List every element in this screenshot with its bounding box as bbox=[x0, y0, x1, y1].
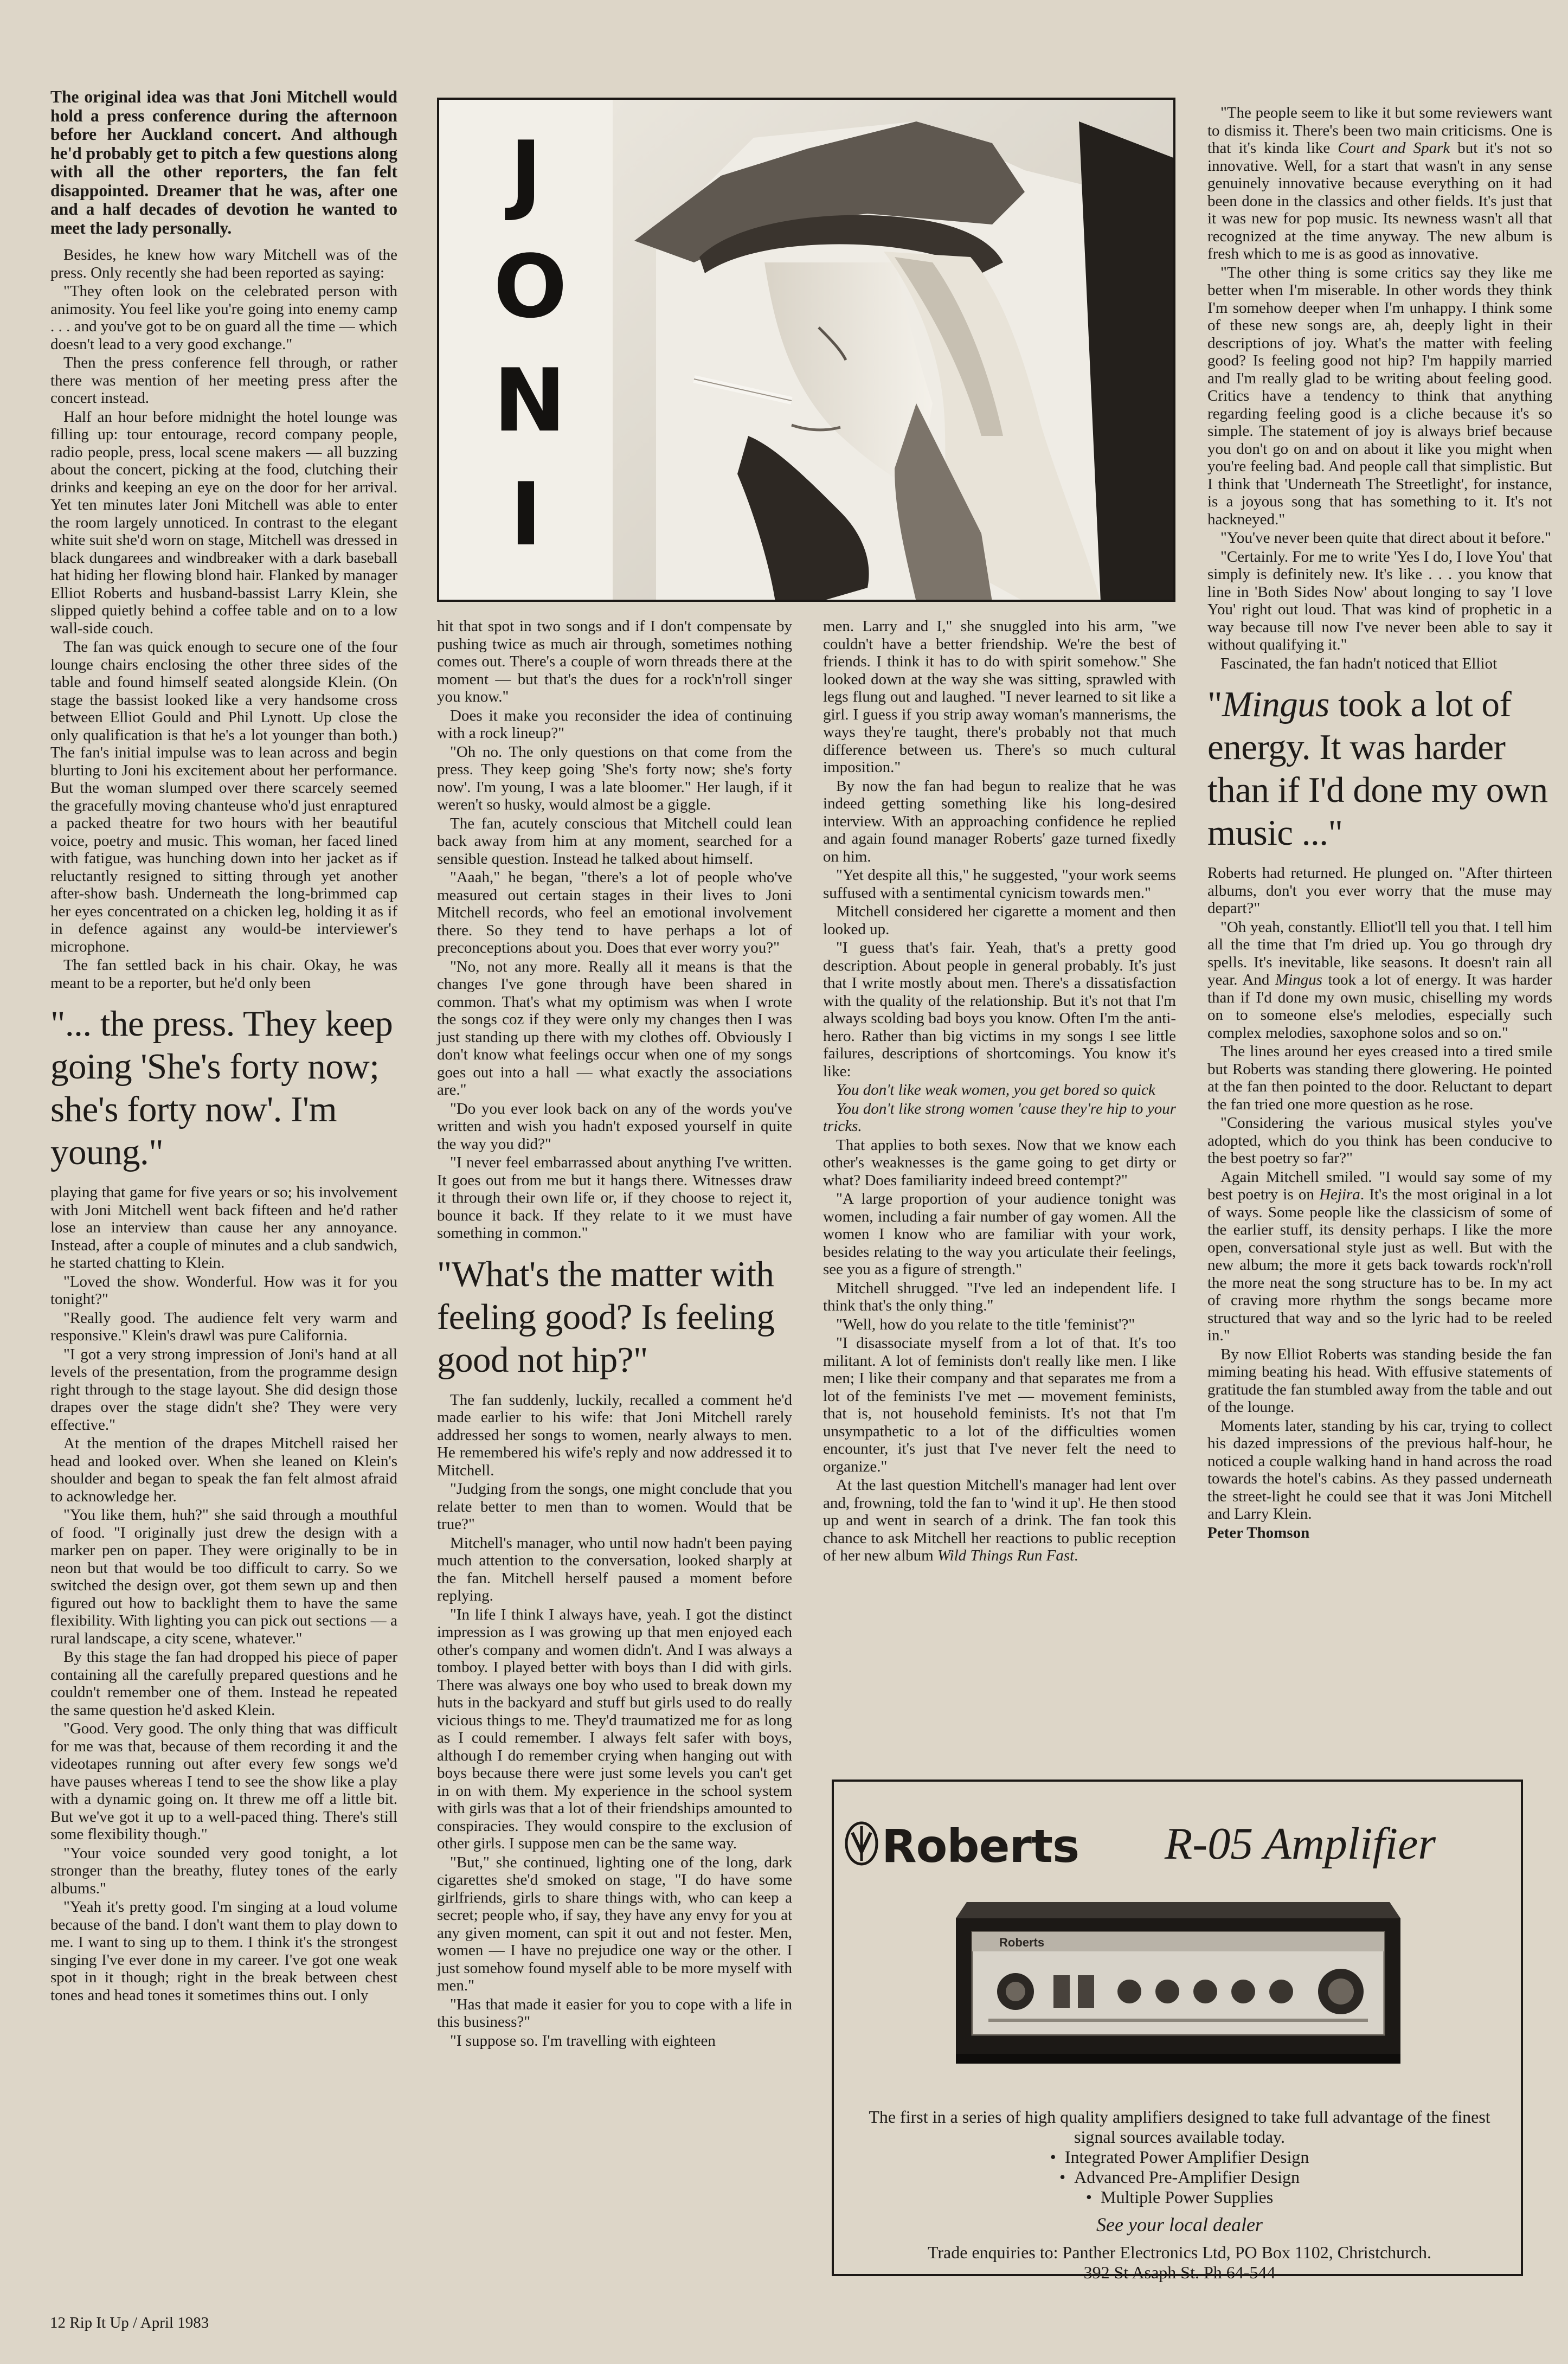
paragraph: "I suppose so. I'm travelling with eighteen bbox=[450, 2032, 716, 2050]
title-letter: I bbox=[510, 464, 542, 565]
paragraph: "Do you ever look back on any of the words you've written and wish you hadn't exposed yourself in quite the way you did?" bbox=[437, 1100, 792, 1153]
paragraph: "A large proportion of your audience tonight was women, including a fair number of gay women. All the women I know who are familiar with your work, besides relating to the way you articulate their feelings, see you as a figure of strength." bbox=[823, 1190, 1176, 1278]
paragraph: "Loved the show. Wonderful. How was it for you tonight?" bbox=[50, 1273, 397, 1308]
paragraph: By now the fan had begun to realize that he was indeed getting something like his long-desired interview. With an approaching confidence he replied and again found manager Roberts' gaze turned fixedly on him. bbox=[823, 777, 1176, 865]
ad-feature: • Integrated Power Amplifier Design bbox=[856, 2147, 1503, 2167]
paragraph: "Yeah it's pretty good. I'm singing at a loud volume because of the band. I don't want them to play down to me. I want to sing up to them. I think it's the strongest singing I've ever done in my career. I've got one weak spot in it though; right in the break between chest tones and head tones it sometimes thins out. I only bbox=[50, 1898, 397, 2004]
paragraph: "Oh yeah, constantly. Elliot'll tell you that. I tell him all the time that I'm dried up. You go through dry spells. It's inevitable, like seasons. It doesn't rain all year. And Mingus took a lot of energy. It was harder than if I'd done my own music, chiselling my words on to someone else's melodies, especially such complex melodies, saxophone solos and so on." bbox=[1207, 918, 1552, 1042]
paragraph: "Aaah," he began, "there's a lot of people who've measured out certain stages in their lives to Joni Mitchell records, who feel an emotional involvement there. So they tend to have perhaps a lot of preconceptions about you. Does that ever worry you?" bbox=[437, 869, 792, 956]
paragraph: That applies to both sexes. Now that we know each other's weaknesses is the game going to get dirty or what? Does familiarity indeed breed contempt?" bbox=[823, 1136, 1176, 1189]
title-letter: J bbox=[510, 122, 542, 223]
pull-quote: "... the press. They keep going 'She's forty now; she's forty now'. I'm young." bbox=[50, 1004, 393, 1172]
paragraph: "You've never been quite that direct about it before." bbox=[1220, 529, 1551, 547]
paragraph: "The other thing is some critics say they like me better when I'm miserable. In other words they think I'm somehow deeper when I'm unhappy. I think some of these new songs are, ah, deeply light in their descriptions of joy. What's the matter with feeling good? Is feeling good not hip? I'm happily married and I'm really glad to be writing about feeling good. Critics have a tendency to think that anything regarding feeling good is a cliche because it's so simple. The statement of joy is always brief because you don't go on and on about it like you might when you're feeling bad. And people call that simplistic. But I think that 'Underneath The Streetlight', for instance, is a joyous song that has something to it. It's not hackneyed." bbox=[1207, 264, 1552, 528]
paragraph: Mitchell's manager, who until now hadn't been paying much attention to the conversation, looked sharply at the fan. Mitchell herself paused a moment before replying. bbox=[437, 1534, 792, 1604]
paragraph: The fan was quick enough to secure one of the four lounge chairs enclosing the other three sides of the table and found himself seated alongside Klein. (On stage the bassist looked like a very handsome cross between Elliot Gould and Phil Lynott. Up close the only qualification is that he's a lot younger than both.) The fan's initial impulse was to lean across and begin blurting to Joni his excitement about her performance. But the woman slumped over there scarcely seemed the gracefully moving chanteuse who'd just enraptured a packed theatre for two hours with her beautiful voice, poetry and music. This woman, her faced lined with fatigue, was hunching down into her jacket as if reluctantly resigned to sitting through yet another after-show bash. Underneath the long-brimmed cap her eyes concentrated on a chicken leg, holding it as if in defence against any would-be interviewer's microphone. bbox=[50, 638, 397, 955]
ad-feature-list bbox=[856, 2147, 1503, 2207]
paragraph: Half an hour before midnight the hotel lounge was filling up: tour entourage, record company people, radio people, press, local scene makers — all buzzing about the concert, picking at the food, clutching their drinks and keeping an eye on the door for her arrival. Yet ten minutes later Joni Mitchell was able to enter the room largely unnoticed. In contrast to the elegant white suit she'd worn on stage, Mitchell was dressed in black dungarees and windbreaker with a dark baseball hat hiding her flowing blond hair. Flanked by manager Elliot Roberts and husband-bassist Larry Klein, she slipped quietly behind a coffee table and on to a low wall-side couch. bbox=[50, 408, 397, 637]
paragraph: Moments later, standing by his car, trying to collect his dazed impressions of the previous half-hour, he noticed a couple walking hand in hand across the road towards the hotel's cabins. As they passed underneath the street-light he could see that it was Joni Mitchell and Larry Klein. bbox=[1207, 1417, 1552, 1523]
paragraph: "Considering the various musical styles you've adopted, which do you think has been conducive to the best poetry so far?" bbox=[1207, 1114, 1552, 1167]
paragraph: men. Larry and I," she snuggled into his arm, "we couldn't have a better friendship. We're the best of friends. I think it has to do with spirit somehow." She looked down at the way she was sitting, sprawled with legs flung out and laughed. "I never learned to sit like a girl. I guess if you strip away woman's mannerisms, the ways they're taught, there's probably not that much difference between us. There's so much cultural imposition." bbox=[823, 618, 1176, 776]
paragraph: "They often look on the celebrated person with animosity. You feel like you're going into enemy camp . . . and you've got to be on guard all the time — which doesn't lead to a very good exchange." bbox=[50, 282, 397, 353]
paragraph: "Well, how do you relate to the title 'feminist'?" bbox=[836, 1315, 1135, 1333]
ad-dealer: See your local dealer bbox=[1096, 2214, 1263, 2235]
paragraph: "Judging from the songs, one might conclude that you relate better to men than to women. Would that be true?" bbox=[437, 1480, 792, 1533]
joni-mitchell-portrait bbox=[613, 100, 1175, 602]
album-title: Mingus bbox=[1275, 971, 1322, 988]
paragraph: The lines around her eyes creased into a tired smile but Roberts was standing there glowering. He pointed at the fan then pointed to the door. Reluctant to depart the fan tried one more question as he rose. bbox=[1207, 1043, 1552, 1113]
ad-trade-line: 392 St Asaph St. Ph 64-544 bbox=[1083, 2263, 1276, 2282]
paragraph: Again Mitchell smiled. "I would say some of my best poetry is on Hejira. It's the most original in a lot of ways. Some people like the classicism of some of the earlier stuff, its density perhaps. I like the more open, conversational style just as well. But with the new album; the more it gets back towards rock'n'roll the more neat the song structure has to be. In my act of craving more rhythm the songs became more structured that way and so the lyric had to be reeled in." bbox=[1207, 1168, 1552, 1344]
title-letter: O bbox=[493, 236, 568, 337]
paragraph: The fan suddenly, luckily, recalled a comment he'd made earlier to his wife: that Joni Mitchell rarely addressed her songs to women, nearly always to men. He remembered his wife's reply and now addressed it to Mitchell. bbox=[437, 1391, 792, 1479]
paragraph: Fascinated, the fan hadn't noticed that Elliot bbox=[1220, 654, 1498, 672]
ad-feature: • Advanced Pre-Amplifier Design bbox=[856, 2167, 1503, 2187]
paragraph: Then the press conference fell through, or rather there was mention of her meeting press after the concert instead. bbox=[50, 354, 397, 407]
article-lead: The original idea was that Joni Mitchell would hold a press conference during the afternoon before her Auckland concert. And although he'd probably get to pitch a few questions along with all the other reporters, the fan felt disappointed. Dreamer that he was, after one and a half decades of devotion he wanted to meet the lady personally. bbox=[50, 87, 397, 237]
ad-copy bbox=[856, 2107, 1503, 2283]
paragraph: "I disassociate myself from a lot of that. It's too militant. A lot of feminists don't really like men. I like men; I like their company and that separates me from a lot of the feminists I've met — movement feminists, that is, not household feminists. It's not that I'm unsympathetic to a lot of the difficulties women encounter, it's just that I've never felt the need to organize." bbox=[823, 1334, 1176, 1475]
paragraph: Mitchell considered her cigarette a moment and then looked up. bbox=[823, 903, 1176, 938]
paragraph: "I got a very strong impression of Joni's hand at all levels of the presentation, from the programme design right through to the stage layout. She did design those drapes over the stage didn't she? They were very effective." bbox=[50, 1345, 397, 1434]
paragraph: "I guess that's fair. Yeah, that's a pretty good description. About people in general probably. It's just that I write mostly about men. There's a dissatisfaction with the quality of the relationship. But it's not that I'm always scolding bad boys you know. Often I'm the anti-hero. Rather than big victims in my songs I see little failures, descriptions of shortcomings. You know it's like: bbox=[823, 939, 1176, 1080]
paragraph: Roberts had returned. He plunged on. "After thirteen albums, don't you ever worry that the muse may depart?" bbox=[1207, 864, 1552, 917]
paragraph: "No, not any more. Really all it means is that the changes I've gone through have been shared in common. That's what my optimism was when I wrote the songs coz if they were only my changes then I was just standing up there with my clothes off. Obviously I don't know what feelings occur when one of my songs goes out into a hall — what exactly the associations are." bbox=[437, 958, 792, 1099]
paragraph: At the last question Mitchell's manager had lent over and, frowning, told the fan to 'wind it up'. He then stood up and went in search of a drink. The fan took this chance to ask Mitchell her reactions to public reception of her new album Wild Things Run Fast. bbox=[823, 1476, 1176, 1564]
paragraph: "You like them, huh?" she said through a mouthful of food. "I originally just drew the design with a marker pen on paper. They were originally to be in neon but that would be too difficult to carry. So we switched the design over, got them sewn up and then figured out how to backlight them to have the same flexibility. With lighting you can pick out sections — a rural landscape, a city scene, whatever." bbox=[50, 1506, 397, 1647]
ad-intro: The first in a series of high quality amplifiers designed to take full advantage of the finest signal sources available today. bbox=[869, 2107, 1490, 2147]
paragraph: By now Elliot Roberts was standing beside the fan miming beating his head. With effusive statements of gratitude the fan stumbled away from the table and out of the lounge. bbox=[1207, 1345, 1552, 1416]
paragraph: "Oh no. The only questions on that come from the press. They keep going 'She's forty now; she's forty now'. I'm young, I was a late bloomer." Her laugh, if it weren't so husky, would almost be a giggle. bbox=[437, 743, 792, 813]
ad-trade-line: Trade enquiries to: Panther Electronics Ltd, PO Box 1102, Christchurch. bbox=[927, 2243, 1432, 2262]
paragraph: "In life I think I always have, yeah. I got the distinct impression as I was growing up that men enjoyed each other's company and women didn't. And I was always a tomboy. I played better with boys than I did with girls. There was always one boy who used to break down my huts in the backyard and stuff but girls used to do really vicious things to me. They'd traumatized me for as long as I could remember. I always felt safer with boys, although I do remember crying when hanging out with boys because there were just some levels you can't get in on with them. My experience in the school system with girls was that a lot of their friendships amounted to conspiracies. They would conspire to the exclusion of other girls. I suppose men can be the same way. bbox=[437, 1605, 792, 1852]
article-column-3 bbox=[823, 618, 1176, 1565]
album-title: Wild Things Run Fast bbox=[937, 1547, 1075, 1564]
paragraph: "Certainly. For me to write 'Yes I do, I love You' that simply is definitely new. It's like . . . you know that line in 'Both Sides Now' about longing to say 'I love You' right out loud. That was kind of prophetic in a way because till now I've never been able to say it without qualifying it." bbox=[1207, 548, 1552, 653]
album-title: Hejira bbox=[1319, 1186, 1360, 1203]
album-title: Court and Spark bbox=[1338, 139, 1450, 157]
ad-model: R-05 Amplifier bbox=[1165, 1819, 1436, 1869]
paragraph: At the mention of the drapes Mitchell raised her head and looked over. When she leaned on Klein's shoulder and began to speak the fan felt almost afraid to acknowledge her. bbox=[50, 1435, 397, 1505]
article-column-4 bbox=[1207, 104, 1552, 1541]
lyric-line: You don't like weak women, you get bored so quick bbox=[836, 1081, 1155, 1099]
paragraph: hit that spot in two songs and if I don't compensate by pushing twice as much air through, sometimes nothing comes out. There's a couple of worn threads there at the moment — but that's the dues for a rock'n'roll singer you know." bbox=[437, 618, 792, 705]
paragraph: "Your voice sounded very good tonight, a lot stronger than the breathy, flutey tones of the early albums." bbox=[50, 1844, 397, 1897]
paragraph: "The people seem to like it but some reviewers want to dismiss it. There's been two main criticisms. One is that it's kinda like Court and Spark but it's not so innovative. Well, for a start that wasn't in any sense genuinely innovative because everything on it had been done in the classics and other fields. It's just that it was new for pop music. Its newness wasn't all that recognized at the time anyway. The new album is fresh which to me is as good as innovative. bbox=[1207, 104, 1552, 262]
article-column-2 bbox=[437, 618, 792, 2050]
paragraph: playing that game for five years or so; his involvement with Joni Mitchell went back fifteen and he'd rather lose an interview than cause her any annoyance. Instead, after a couple of minutes and a club sandwich, he started chatting to Klein. bbox=[50, 1184, 397, 1271]
pull-quote: "What's the matter with feeling good? Is feeling good not hip?" bbox=[437, 1254, 775, 1380]
page-footer: 12 Rip It Up / April 1983 bbox=[50, 2314, 209, 2331]
roberts-amplifier-ad bbox=[832, 1780, 1523, 2282]
ad-feature: • Multiple Power Supplies bbox=[856, 2187, 1503, 2207]
paragraph: "But," she continued, lighting one of the long, dark cigarettes she'd smoked on stage, "I do have some girlfriends, girls to share things with, who can keep a secret; people who, if say, they have any envy for you at any given moment, can spit it out and not fester. Men, women — I have no prejudice one way or the other. I just somehow found myself able to be more myself with men." bbox=[437, 1853, 792, 1994]
amp-brand-label: Roberts bbox=[999, 1936, 1045, 1949]
paragraph: Mitchell shrugged. "I've led an independent life. I think that's the only thing." bbox=[823, 1279, 1176, 1314]
paragraph: Besides, he knew how wary Mitchell was of the press. Only recently she had been reported as saying: bbox=[50, 246, 397, 281]
roberts-logo-icon bbox=[844, 1821, 879, 1866]
paragraph: By this stage the fan had dropped his piece of paper containing all the carefully prepared questions and he couldn't remember one of them. Instead he repeated the same question he'd asked Klein. bbox=[50, 1648, 397, 1719]
paragraph: The fan, acutely conscious that Mitchell could lean back away from him at any moment, searched for a sensible question. Instead he talked about himself. bbox=[437, 814, 792, 868]
ad-brand: Roberts bbox=[882, 1820, 1079, 1873]
pull-quote: "Mingus took a lot of energy. It was harder than if I'd done my own music ..." bbox=[1207, 684, 1548, 853]
article-column-1 bbox=[50, 88, 397, 2004]
title-letter: N bbox=[493, 350, 566, 451]
paragraph: "Good. Very good. The only thing that was difficult for me was that, because of them recording it and the videotapes running out after every few songs we'd have pauses whereas I tend to see the show like a play with a dynamic going on. It threw me off a little bit. But we've got it up to a well-paced thing. There's still some flexibility though." bbox=[50, 1720, 397, 1843]
lyric-line: You don't like strong women 'cause they're hip to your tricks. bbox=[823, 1100, 1176, 1135]
feature-photo bbox=[437, 98, 1175, 602]
paragraph: "Really good. The audience felt very warm and responsive." Klein's drawl was pure California. bbox=[50, 1309, 397, 1344]
byline: Peter Thomson bbox=[1207, 1524, 1310, 1541]
paragraph: "I never feel embarrassed about anything I've written. It goes out from me but it hangs there. Witnesses draw it through their own life or, if they choose to reject it, bounce it back. If they relate to it we must have something in common." bbox=[437, 1154, 792, 1242]
amplifier-illustration bbox=[950, 1880, 1406, 2076]
paragraph: The fan settled back in his chair. Okay, he was meant to be a reporter, but he'd only been bbox=[50, 956, 397, 992]
paragraph: "Yet despite all this," he suggested, "your work seems suffused with a sentimental cynicism towards men." bbox=[823, 866, 1176, 902]
paragraph: "Has that made it easier for you to cope with a life in this business?" bbox=[437, 1995, 792, 2031]
paragraph: Does it make you reconsider the idea of continuing with a rock lineup?" bbox=[437, 706, 792, 742]
